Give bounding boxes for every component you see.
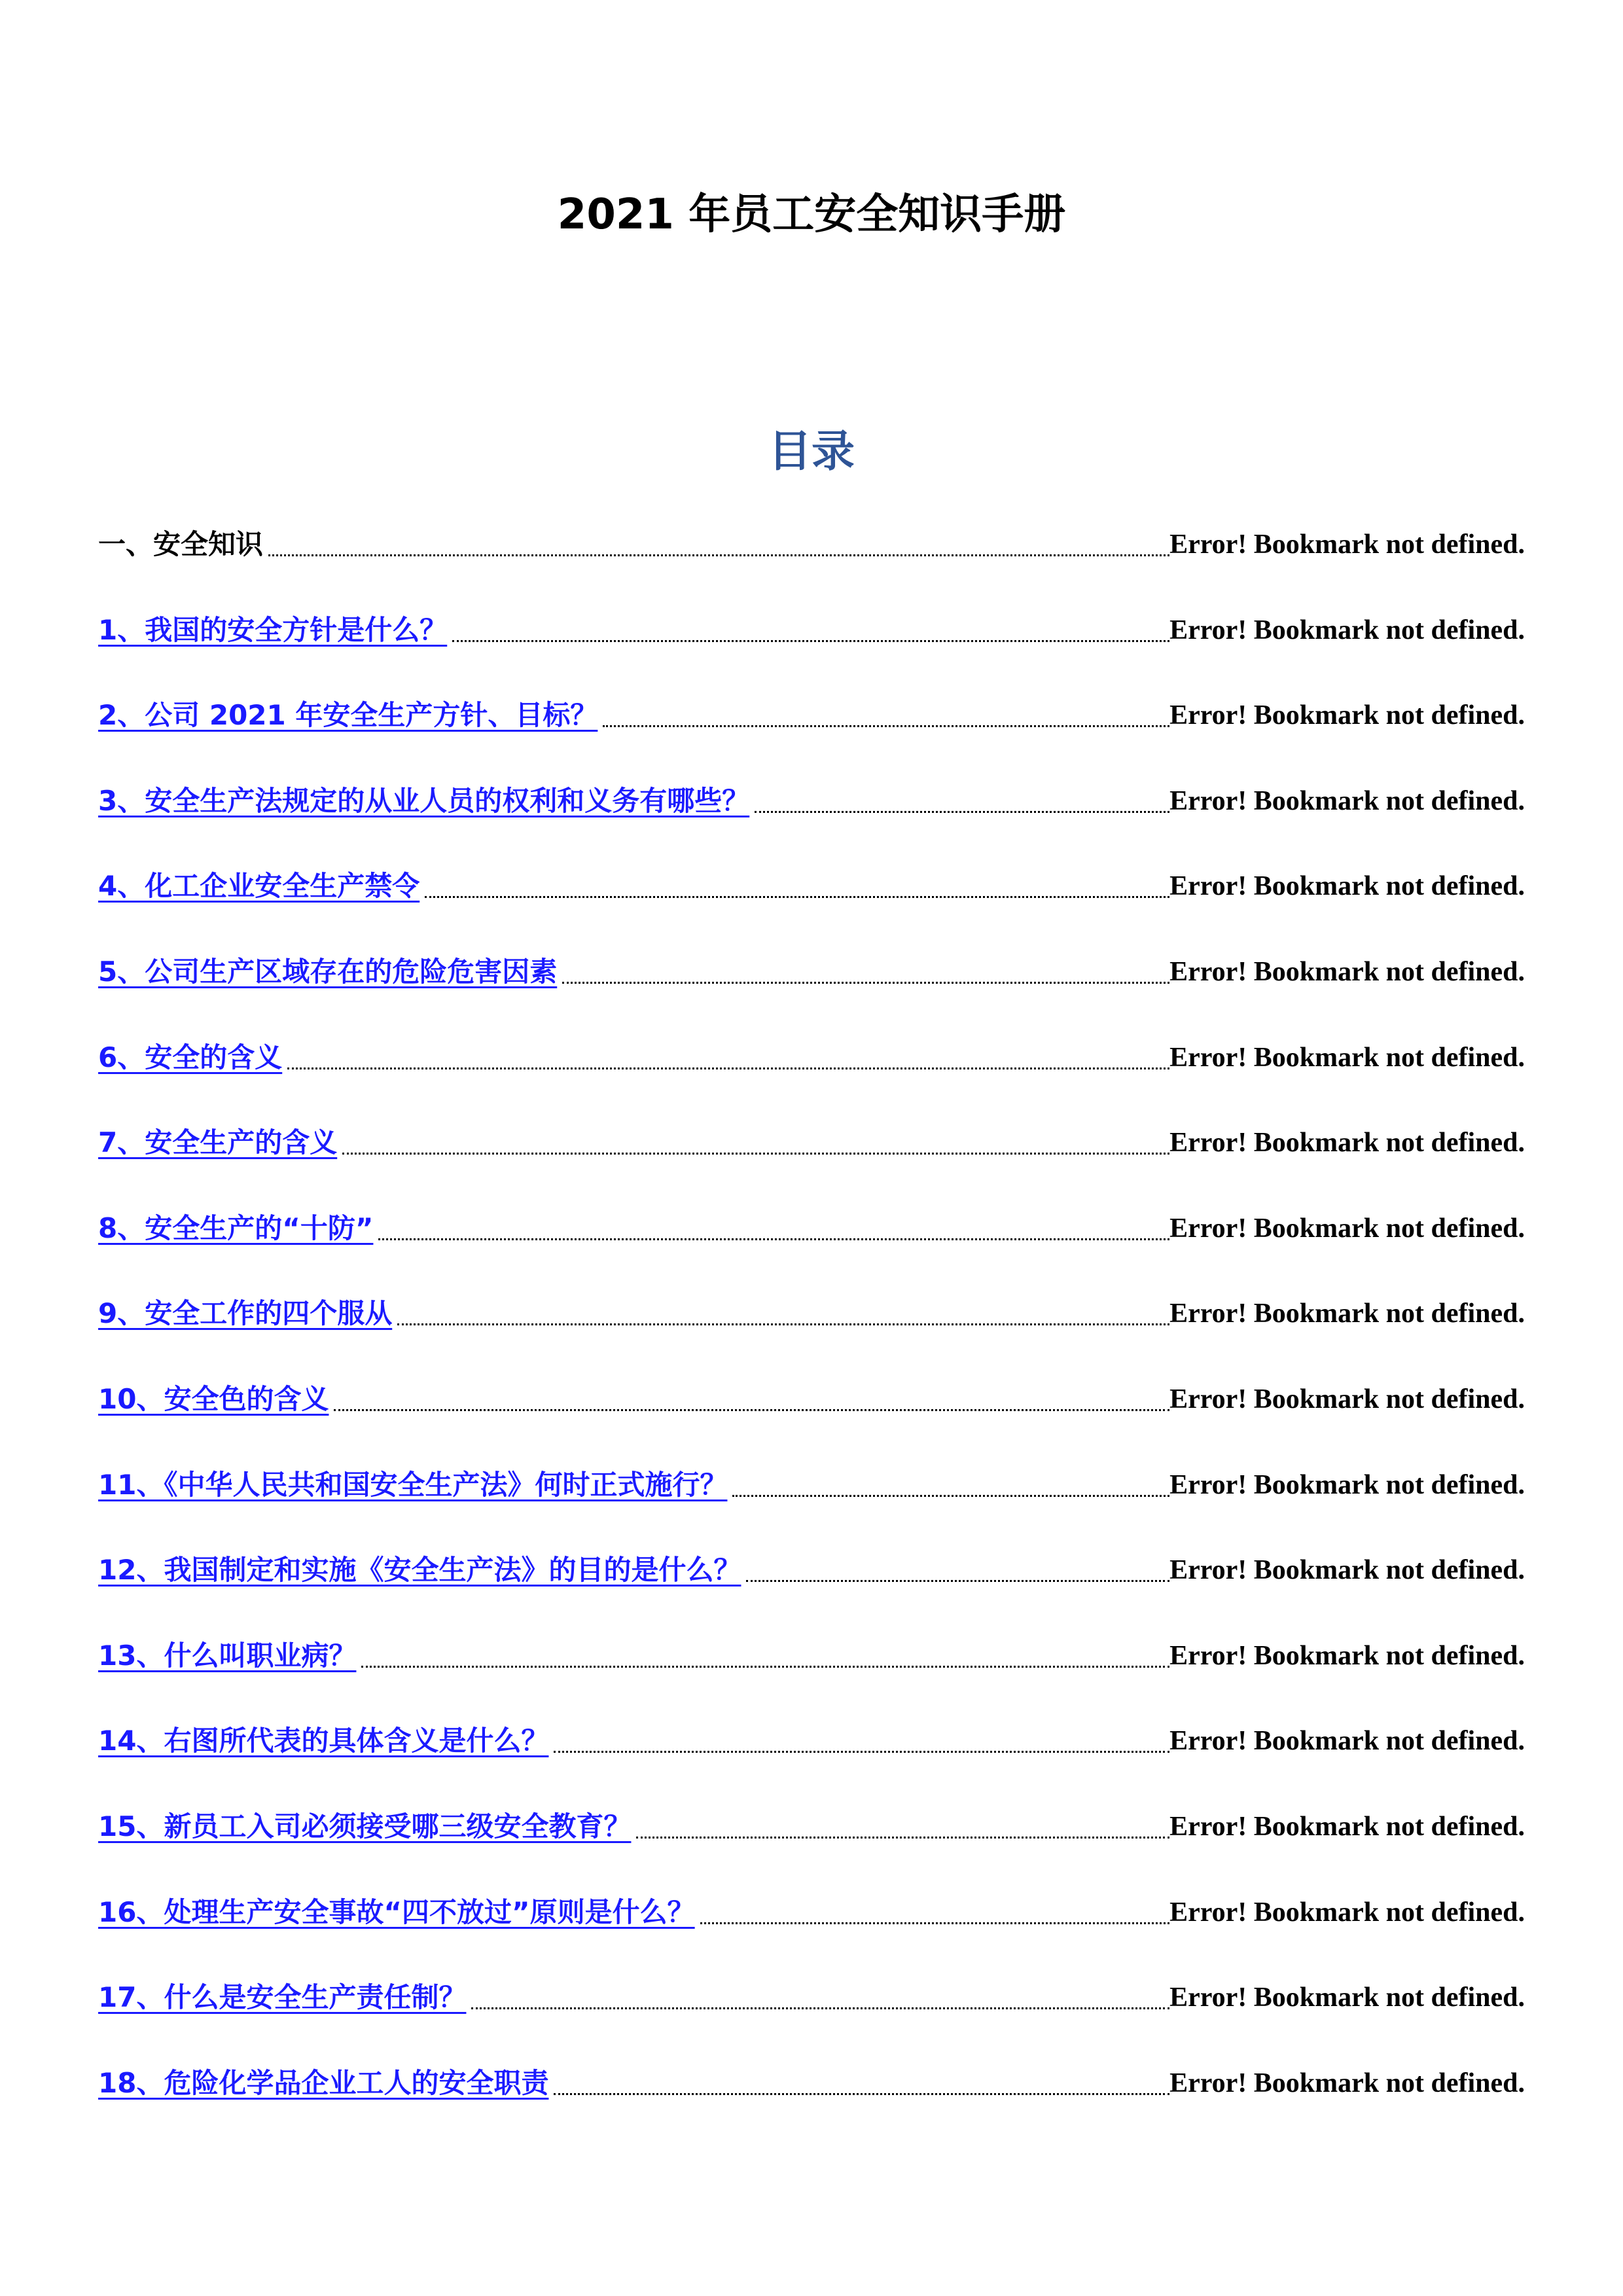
toc-heading: 目录 [768,426,855,476]
toc-entry[interactable] [98,775,1525,821]
toc-leader-dots [361,1666,1169,1668]
toc-entry-link[interactable]: 3、安全生产法规定的从业人员的权利和义务有哪些？ [98,785,750,817]
toc-entry[interactable] [98,1373,1525,1419]
toc-page-ref: Error! Bookmark not defined. [1169,1982,1525,2013]
toc-entry-link[interactable]: 12、我国制定和实施《安全生产法》的目的是什么？ [98,1554,741,1586]
toc-leader-dots [334,1409,1169,1411]
toc-entry-link[interactable]: 13、什么叫职业病？ [98,1640,357,1672]
toc-entry-link[interactable]: 18、危险化学品企业工人的安全职责 [98,2067,549,2099]
toc-entry-link[interactable]: 9、安全工作的四个服从 [98,1297,393,1329]
toc-entry[interactable] [98,1971,1525,2017]
toc-leader-dots [700,1922,1169,1924]
toc-entry[interactable] [98,604,1525,650]
toc-page-ref: Error! Bookmark not defined. [1169,871,1525,901]
toc-entry-link[interactable]: 7、安全生产的含义 [98,1126,338,1158]
toc-entry[interactable] [98,1031,1525,1077]
toc-leader-dots [425,896,1169,898]
toc-entry-link[interactable]: 14、右图所代表的具体含义是什么？ [98,1725,549,1757]
toc-entry[interactable] [98,1630,1525,1676]
toc-page-ref: Error! Bookmark not defined. [1169,1384,1525,1414]
toc-entry[interactable] [98,1801,1525,1846]
toc-leader-dots [636,1837,1169,1839]
page-title: 2021 年员工安全知识手册 [557,190,1066,239]
toc-entry-link[interactable]: 11、《中华人民共和国安全生产法》何时正式施行？ [98,1469,728,1501]
toc-page-ref: Error! Bookmark not defined. [1169,1299,1525,1329]
toc-page-ref: Error! Bookmark not defined. [1169,2068,1525,2098]
toc-leader-dots [268,554,1169,556]
toc-entry[interactable] [98,946,1525,992]
toc-leader-dots [287,1067,1169,1069]
toc-entry-link[interactable]: 5、公司生产区域存在的危险危害因素 [98,956,558,988]
table-of-contents [98,0,1525,2296]
toc-entry[interactable] [98,1544,1525,1590]
toc-entry[interactable] [98,689,1525,735]
toc-entry[interactable] [98,1287,1525,1333]
toc-page-ref: Error! Bookmark not defined. [1169,700,1525,730]
toc-leader-dots [452,640,1169,642]
toc-page-ref: Error! Bookmark not defined. [1169,615,1525,645]
toc-page-ref: Error! Bookmark not defined. [1169,1470,1525,1500]
toc-entry-link[interactable]: 1、我国的安全方针是什么？ [98,614,448,646]
toc-page-ref: Error! Bookmark not defined. [1169,529,1525,560]
toc-entry[interactable] [98,2057,1525,2103]
toc-page-ref: Error! Bookmark not defined. [1169,786,1525,816]
toc-entry[interactable] [98,1117,1525,1162]
toc-entry-link[interactable]: 4、化工企业安全生产禁令 [98,870,420,902]
toc-page-ref: Error! Bookmark not defined. [1169,957,1525,987]
toc-page-ref: Error! Bookmark not defined. [1169,1555,1525,1585]
toc-entry-link[interactable]: 8、安全生产的“十防” [98,1212,374,1244]
toc-leader-dots [603,725,1169,727]
toc-section-label: 一、安全知识 [98,528,264,560]
toc-leader-dots [378,1238,1169,1240]
toc-leader-dots [342,1153,1169,1155]
toc-leader-dots [471,2007,1169,2009]
toc-leader-dots [554,2093,1169,2095]
toc-leader-dots [732,1495,1169,1497]
toc-entry[interactable] [98,860,1525,906]
toc-page-ref: Error! Bookmark not defined. [1169,1897,1525,1928]
toc-page-ref: Error! Bookmark not defined. [1169,1726,1525,1756]
toc-entry[interactable] [98,1886,1525,1932]
toc-page-ref: Error! Bookmark not defined. [1169,1213,1525,1244]
toc-entry-link[interactable]: 15、新员工入司必须接受哪三级安全教育？ [98,1810,632,1842]
toc-leader-dots [746,1580,1169,1582]
toc-entry-link[interactable]: 2、公司 2021 年安全生产方针、目标？ [98,699,598,731]
toc-leader-dots [755,811,1169,813]
toc-page-ref: Error! Bookmark not defined. [1169,1128,1525,1158]
toc-page-ref: Error! Bookmark not defined. [1169,1043,1525,1073]
toc-page-ref: Error! Bookmark not defined. [1169,1812,1525,1842]
toc-leader-dots [554,1751,1169,1753]
toc-entry[interactable] [98,1202,1525,1248]
toc-entry-link[interactable]: 17、什么是安全生产责任制？ [98,1981,467,2013]
toc-entry-link[interactable]: 16、处理生产安全事故“四不放过”原则是什么？ [98,1896,695,1928]
toc-entry[interactable] [98,1715,1525,1761]
toc-leader-dots [397,1323,1169,1325]
toc-entry [98,518,1525,564]
toc-page-ref: Error! Bookmark not defined. [1169,1641,1525,1671]
toc-entry-link[interactable]: 10、安全色的含义 [98,1383,329,1415]
toc-leader-dots [562,982,1169,984]
toc-entry[interactable] [98,1459,1525,1505]
toc-entry-link[interactable]: 6、安全的含义 [98,1041,283,1073]
